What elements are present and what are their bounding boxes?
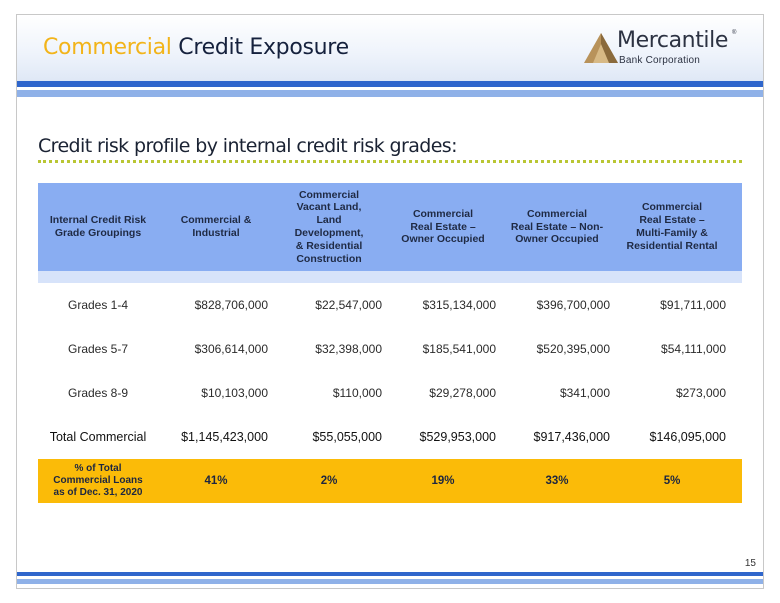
table-cell: $315,134,000 (422, 298, 496, 312)
table-cell: $54,111,000 (661, 342, 726, 356)
table-row (38, 371, 742, 415)
table-cell: $396,700,000 (536, 298, 610, 312)
table-header-row (38, 183, 742, 271)
table-cell: $185,541,000 (422, 342, 496, 356)
table-cell: $828,706,000 (194, 298, 268, 312)
total-row (38, 415, 742, 459)
table-cell: $10,103,000 (201, 386, 268, 400)
dotted-divider (38, 160, 742, 163)
header-grade-groupings: Internal Credit Risk Grade Groupings (49, 214, 147, 239)
credit-risk-table (38, 183, 742, 503)
table-cell: $273,000 (675, 386, 726, 400)
percent-label: % of Total Commercial Loans as of Dec. 31, 2020 (53, 463, 143, 498)
header-rule-light (17, 90, 763, 97)
footer-rule-dark (17, 572, 763, 576)
row-label: Grades 5-7 (67, 342, 129, 356)
header-spacer (38, 271, 742, 283)
total-cell: $917,436,000 (533, 430, 610, 444)
header-vacant-land-construction: Commercial Vacant Land, Land Development, & Residential Construction (294, 188, 364, 265)
percent-row (38, 459, 742, 503)
row-label: Grades 8-9 (67, 386, 129, 400)
section-subtitle: Credit risk profile by internal credit risk grades: (38, 135, 457, 157)
percent-cell: 2% (320, 475, 338, 487)
total-cell: $146,095,000 (649, 430, 726, 444)
header-cre-owner-occupied: Commercial Real Estate – Owner Occupied (401, 207, 485, 246)
table-cell: $22,547,000 (315, 298, 382, 312)
total-cell: $1,145,423,000 (181, 430, 268, 444)
header-cre-non-owner-occupied: Commercial Real Estate – Non- Owner Occupied (510, 207, 604, 246)
percent-cell: 41% (204, 475, 228, 487)
table-cell: $32,398,000 (315, 342, 382, 356)
mercantile-logo (583, 28, 753, 71)
table-row (38, 327, 742, 371)
slide-header (17, 15, 763, 81)
table-cell: $91,711,000 (660, 298, 726, 312)
footer-rule-light (17, 579, 763, 584)
percent-cell: 33% (545, 475, 569, 487)
table-cell: $341,000 (559, 386, 610, 400)
table-cell: $110,000 (332, 386, 382, 400)
header-commercial-industrial: Commercial & Industrial (180, 214, 252, 239)
table-cell: $520,395,000 (536, 342, 610, 356)
header-cre-multi-family: Commercial Real Estate – Multi-Family & Residential Rental (626, 201, 718, 252)
title-main: Credit Exposure (178, 35, 349, 60)
logo-name: Mercantile (617, 28, 728, 53)
table-row (38, 283, 742, 327)
table-cell: $29,278,000 (429, 386, 496, 400)
percent-cell: 19% (431, 475, 455, 487)
logo-subtitle: Bank Corporation (619, 55, 701, 66)
page-number: 15 (744, 558, 756, 569)
total-cell: $529,953,000 (419, 430, 496, 444)
logo-registered-mark: ® (732, 30, 737, 36)
total-label: Total Commercial (49, 430, 147, 444)
row-label: Grades 1-4 (67, 298, 129, 312)
total-cell: $55,055,000 (312, 430, 382, 444)
logo-triangle-icon (583, 32, 619, 64)
page-title (43, 35, 349, 60)
percent-cell: 5% (663, 475, 681, 487)
table-cell: $306,614,000 (194, 342, 268, 356)
title-accent: Commercial (43, 35, 172, 60)
header-rule-dark (17, 81, 763, 87)
